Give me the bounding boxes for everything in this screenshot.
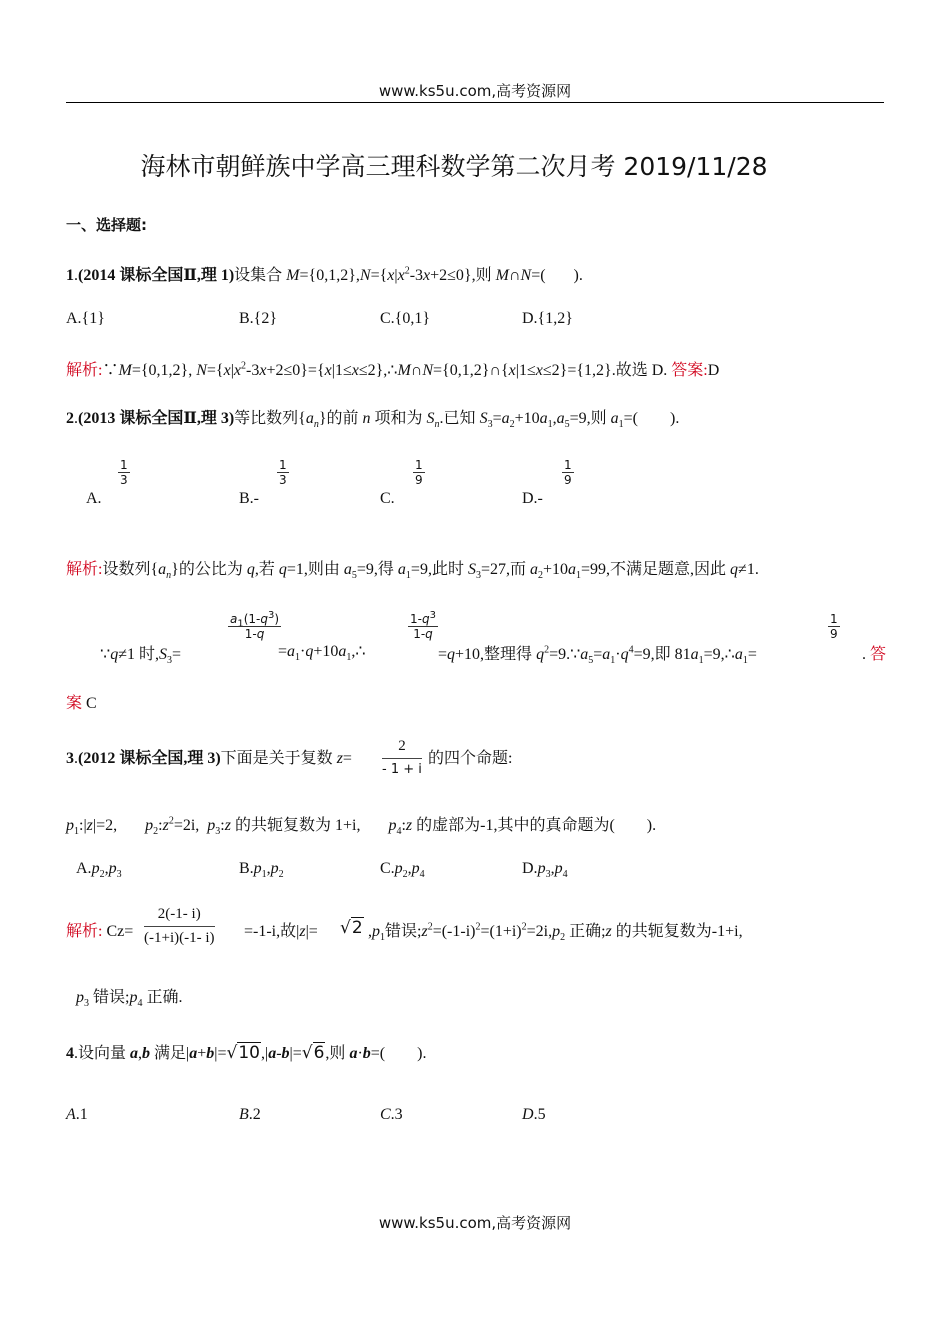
q2-frac-b: 1 3 <box>279 458 287 487</box>
q1-choice-d: D.{1,2} <box>522 310 573 327</box>
q1-answer-label: 答案 <box>671 362 704 379</box>
q3-analysis-line2: $p_3$ 错误$;p_4$ 正确. <box>76 989 183 1010</box>
q2-choice-c: C. <box>380 490 395 507</box>
q2-answer-value: C <box>86 695 97 712</box>
q2-number: 2 <box>66 410 74 427</box>
q4-choice-b: B.2 <box>239 1106 261 1123</box>
q2-answer-label-part1: 答 <box>870 646 887 663</box>
q3-analysis-label: 解析 <box>66 923 99 940</box>
header-site: www.ks5u.com,高考资源网 <box>378 82 572 100</box>
q3-choice-a: $A.p_2,p_3$ <box>76 860 122 881</box>
q1-number: 1 <box>66 267 74 284</box>
q3-analysis-frac: 2(-1- i) (-1+i)(-1- i) <box>144 906 215 946</box>
footer-site: www.ks5u.com,高考资源网 <box>378 1214 572 1232</box>
q3-choice-d-prefix: D. <box>522 860 538 877</box>
q3-choice-b-prefix: B. <box>239 860 254 877</box>
q2-choice-b: B.- <box>239 490 259 507</box>
q3-choice-c: $C.p_2,p_4$ <box>380 860 425 881</box>
q3-choice-a-prefix: A. <box>76 860 92 877</box>
q4-number: 4 <box>66 1045 74 1062</box>
q2-source: (2013 课标全国Ⅱ,理 3) <box>78 410 235 427</box>
q2-frac-d: 1 9 <box>564 458 572 487</box>
q4-sqrt-6: √6 <box>301 1043 325 1063</box>
q2-analysis-line2a: ∵q≠1 时$,S_3=$ <box>100 646 182 667</box>
q3-choice-c-prefix: C. <box>380 860 395 877</box>
question-3-tail: 的四个命题: <box>428 750 513 767</box>
q2-analysis-line1: 解析:设数列$\{a_n\}$的公比为 q,若 q=1,则由 $a_5=9$,得 $a_1=9$,此时 $S_3=27$,而 $a_2+10a_1=99$,不满足题意,因此 q≠1. <box>66 561 759 582</box>
q2-analysis-line2b: $=a_1\cdot q+10a_1,\therefore$ <box>278 643 366 664</box>
q1-choice-c: C.{0,1} <box>380 310 431 327</box>
q2-analysis-line3 <box>66 690 97 713</box>
section-heading: 一、选择题: <box>66 216 147 234</box>
q3-analysis-mid: =-1-i,故|z|= <box>244 923 318 940</box>
question-4: 4.设向量 a,b 满足|a+b|=√10,|a-b|=√6,则 a·b=( ). <box>66 1043 427 1063</box>
q2-frac-a: 1 3 <box>120 458 128 487</box>
q3-number: 3 <box>66 750 74 767</box>
q3-sqrt-2: √2 <box>340 918 363 938</box>
q2-choice-d: D.- <box>522 490 543 507</box>
question-1: 1.(2014 课标全国Ⅱ,理 1)设集合 $M=\{0,1,2\},N=\{x|x^2-3x+2\le 0\}$,则 M∩N=( ). <box>66 265 583 284</box>
q3-choice-b: $B.p_1,p_2$ <box>239 860 284 881</box>
q2-analysis-line2d: . 答 <box>862 646 887 663</box>
q4-choice-d: D.5 <box>522 1106 546 1123</box>
page-title: 海林市朝鲜族中学高三理科数学第二次月考 2019/11/28 <box>140 152 768 181</box>
header-rule <box>66 102 884 103</box>
q3-frac: 2 - 1 + i <box>382 738 422 777</box>
q2-choice-a: A. <box>86 490 102 507</box>
q2-answer-label-part2: 案 <box>66 695 83 712</box>
q2-frac-s3: $a_1(1-q^3)$ 1-q <box>230 610 280 641</box>
q2-analysis-line2c: =q+10,整理得 $q^2=9.\because a_5=a_1\cdot q^4=9$,即 $81a_1=9,\therefore a_1=$ <box>438 644 757 667</box>
q2-frac-ratio: $1-q^3$ 1-q <box>410 610 436 641</box>
q1-answer-value: D <box>707 362 720 379</box>
q3-source: (2012 课标全国,理 3) <box>78 750 221 767</box>
q1-analysis-label: 解析 <box>66 362 99 379</box>
q3-statements: $p_1:|z|=2$, $p_2:z^2=2i$, $p_3:z$ 的共轭复数为 1+i, $p_4:z$ 的虚部为-1,其中的真命题为( ). <box>66 815 657 838</box>
q4-choice-a: A.1 <box>66 1106 88 1123</box>
q3-choice-d: $D.p_3,p_4$ <box>522 860 568 881</box>
q2-analysis-label: 解析 <box>66 561 99 578</box>
question-2: 2.(2013 课标全国Ⅱ,理 3)等比数列$\{a_n\}$的前 n 项和为 $S_n$.已知 $S_3=a_2+10a_1,a_5=9$,则 $a_1=$( ). <box>66 410 680 431</box>
q4-choice-c: C.3 <box>380 1106 403 1123</box>
q1-source: (2014 课标全国Ⅱ,理 1) <box>78 267 235 284</box>
question-3: 3.(2012 课标全国,理 3)下面是关于复数 z= <box>66 750 352 767</box>
q4-sqrt-10: √10 <box>226 1043 260 1063</box>
q3-analysis-head: 解析: Cz= <box>66 923 134 940</box>
q2-frac-result: 1 9 <box>830 612 838 641</box>
q1-analysis: 解析:∵M={0,1,2}, $N=\{x|x^2-3x+2\le 0\}=\{x|1\le x\le 2\},\therefore M\cap N=\{0,1,2\}\cap\{x|1\le x\le 2\}=\{1,2\}$.故选 D. 答案:D <box>66 360 720 379</box>
q3-analysis-tail: $,p_1$错误$;z^2=(-1-i)^2=(1+i)^2=2i,p_2$ 正确;z 的共轭复数为-1+i, <box>368 921 743 944</box>
q1-choice-a: A.{1} <box>66 310 105 327</box>
q2-frac-c: 1 9 <box>415 458 423 487</box>
q1-choice-b: B.{2} <box>239 310 278 327</box>
